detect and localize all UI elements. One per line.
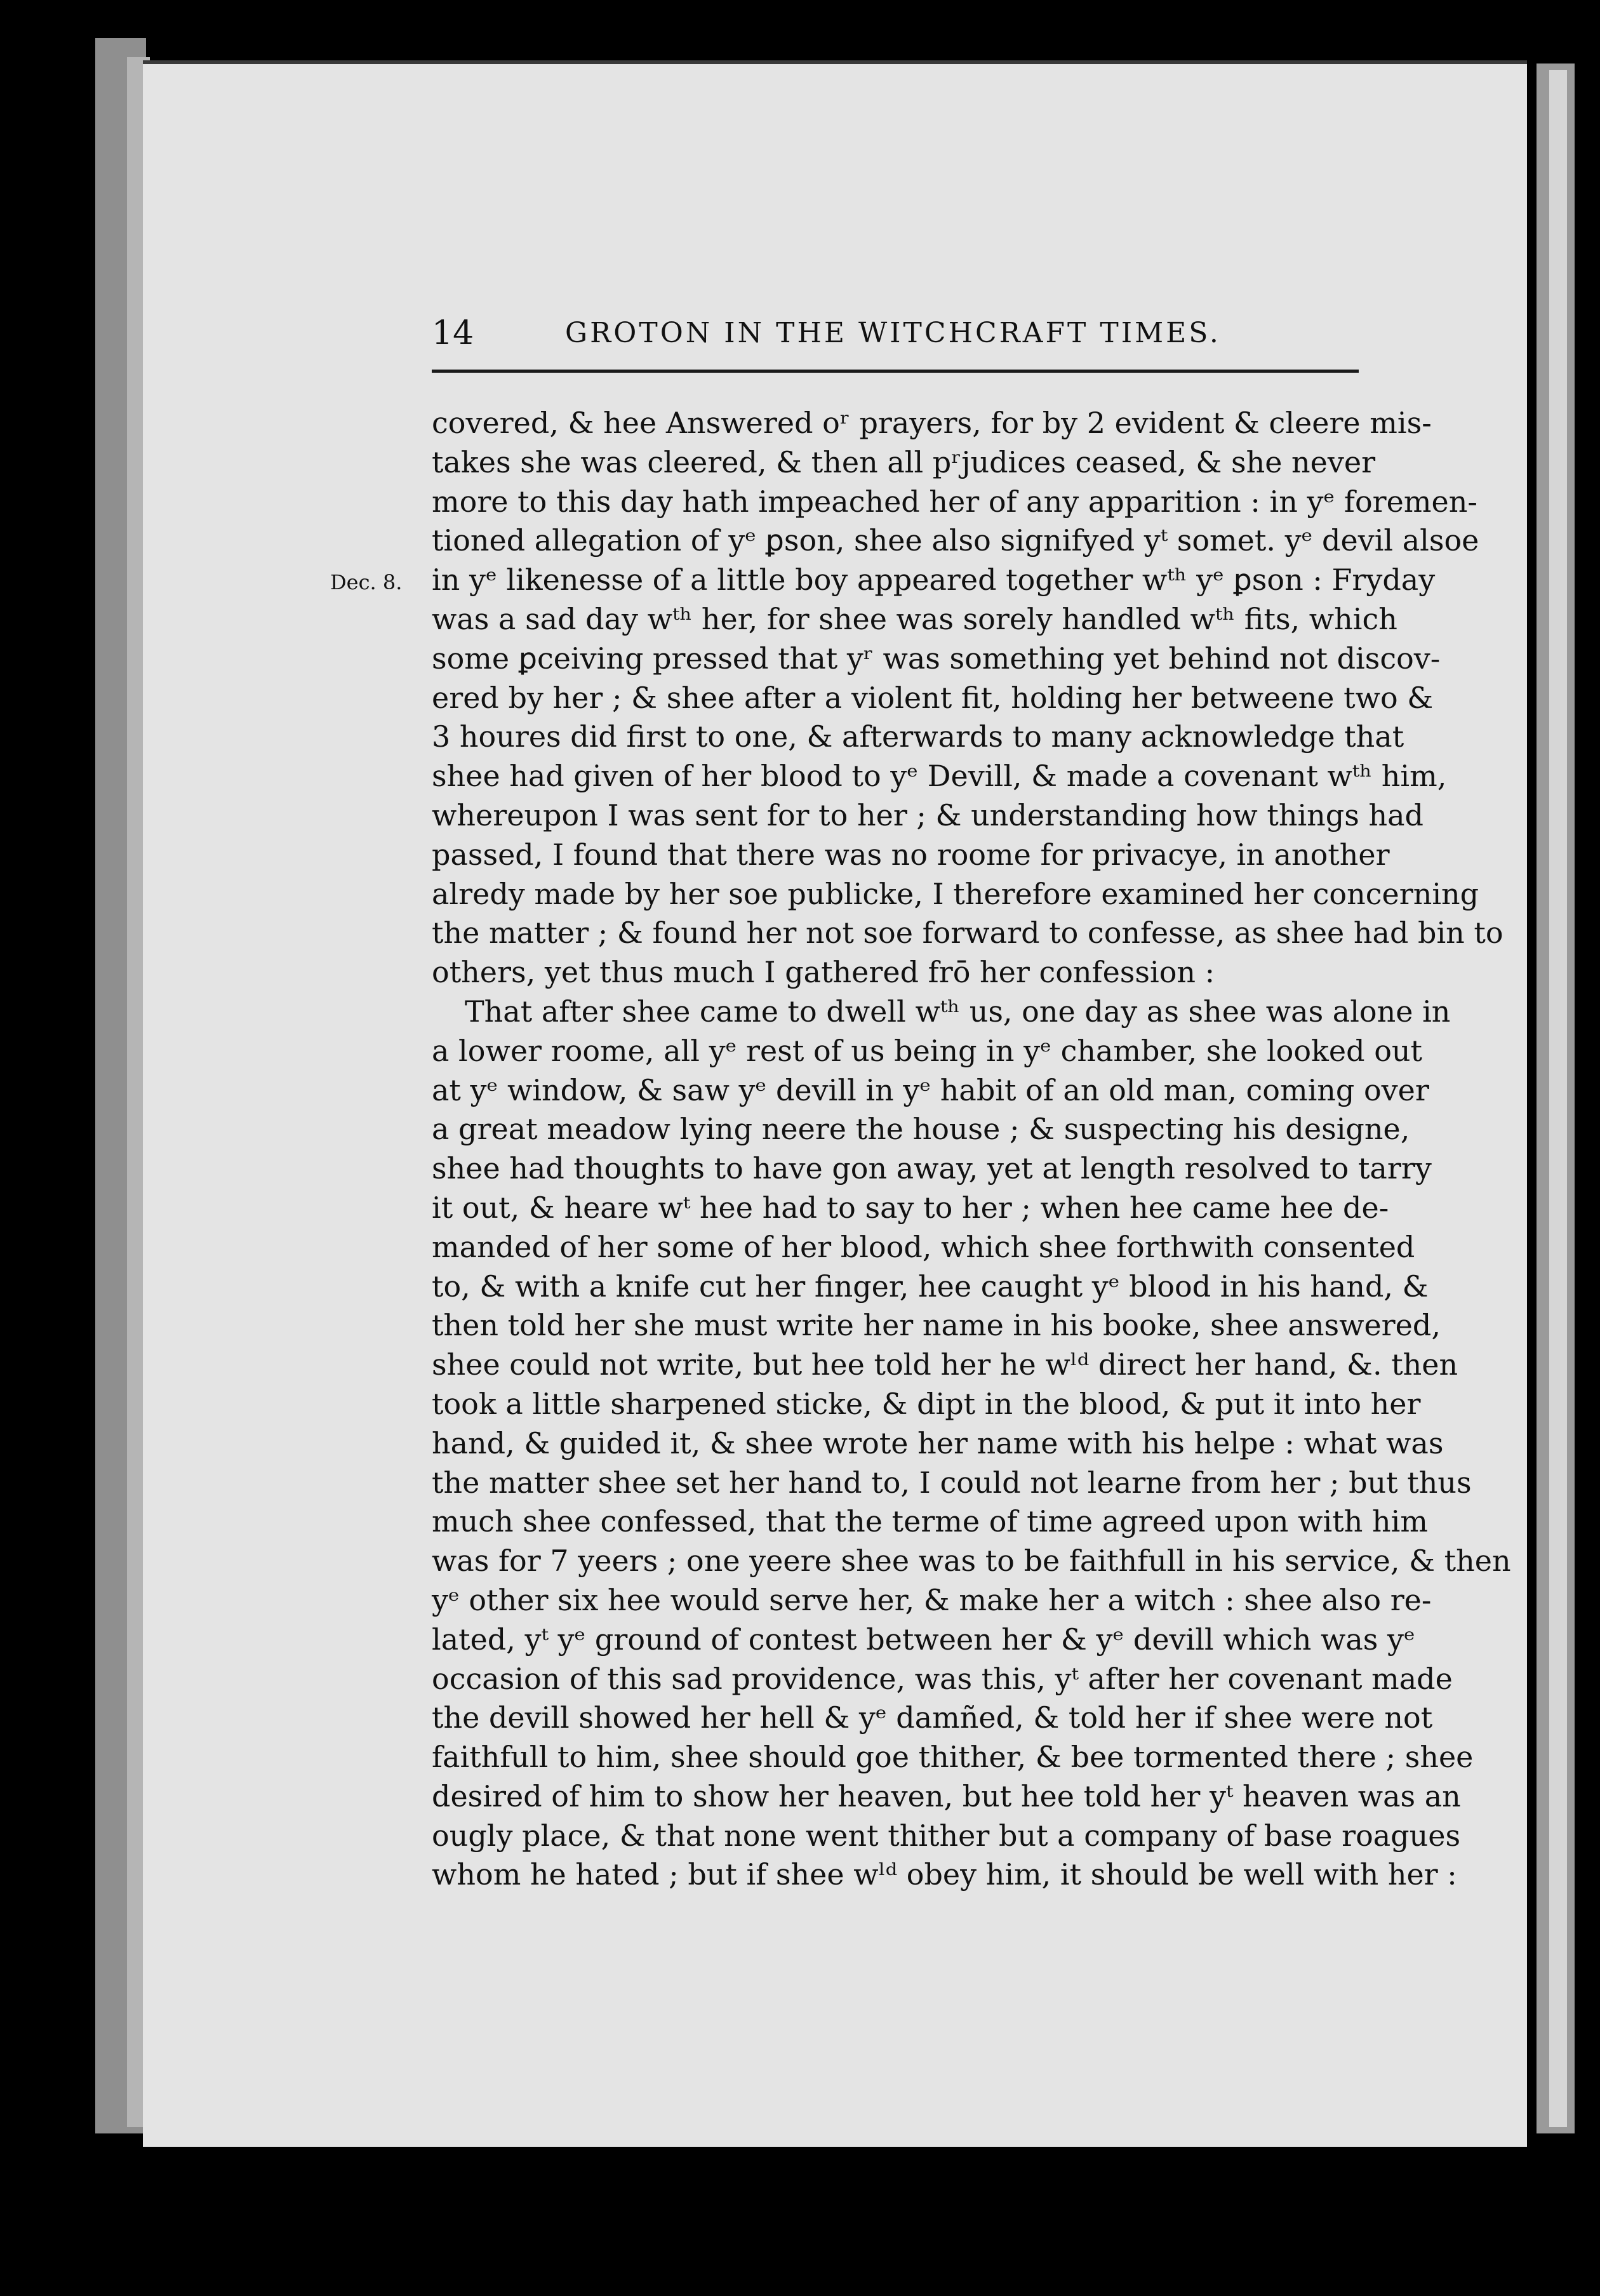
text-line: yᵉ other six hee would serve her, & make her a witch : shee also re- [432, 1582, 1432, 1617]
text-line: desired of him to show her heaven, but hee told her yᵗ heaven was an [432, 1779, 1461, 1813]
text-line: the devill showed her hell & yᵉ damñed, & told her if shee were not [432, 1700, 1433, 1735]
text-line: covered, & hee Answered oʳ prayers, for by 2 evident & cleere mis- [432, 406, 1432, 440]
text-line: some ꝑceiving pressed that yʳ was something yet behind not discov- [432, 641, 1441, 676]
text-line: 3 houres did first to one, & afterwards to many acknowledge that [432, 719, 1404, 754]
text-line: whom he hated ; but if shee wˡᵈ obey him, it should be well with her : [432, 1857, 1457, 1892]
text-line: That after shee came to dwell wᵗʰ us, one day as shee was alone in [465, 994, 1451, 1029]
text-line: in yᵉ likenesse of a little boy appeared together wᵗʰ yᵉ ꝑson : Fryday [432, 563, 1436, 597]
text-line: whereupon I was sent for to her ; & understanding how things had [432, 798, 1423, 832]
text-line: more to this day hath impeached her of any apparition : in yᵉ foremen- [432, 484, 1477, 519]
text-line: manded of her some of her blood, which shee forthwith consented [432, 1229, 1415, 1264]
margin-note-date: Dec. 8. [330, 570, 403, 594]
text-line: much shee confessed, that the terme of time agreed upon with him [432, 1504, 1428, 1539]
text-line: shee could not write, but hee told her he wˡᵈ direct her hand, &. then [432, 1347, 1458, 1382]
text-line: alredy made by her soe publicke, I therefore examined her concerning [432, 876, 1479, 911]
body-text [432, 404, 1511, 1895]
text-line: shee had thoughts to have gon away, yet at length resolved to tarry [432, 1151, 1432, 1186]
page-header [432, 311, 1359, 362]
text-line: a lower roome, all yᵉ rest of us being in yᵉ chamber, she looked out [432, 1033, 1423, 1068]
text-line: took a little sharpened sticke, & dipt in the blood, & put it into her [432, 1386, 1421, 1421]
text-line: passed, I found that there was no roome for privacye, in another [432, 837, 1390, 872]
text-line: at yᵉ window, & saw yᵉ devill in yᵉ habit of an old man, coming over [432, 1072, 1429, 1107]
text-line: the matter shee set her hand to, I could not learne from her ; but thus [432, 1465, 1472, 1500]
running-title: GROTON IN THE WITCHCRAFT TIMES. [565, 317, 1221, 349]
text-line: ered by her ; & shee after a violent fit, holding her betweene two & [432, 680, 1434, 715]
text-line: to, & with a knife cut her finger, hee caught yᵉ blood in his hand, & [432, 1269, 1429, 1304]
text-line: the matter ; & found her not soe forward to confesse, as shee had bin to [432, 916, 1503, 951]
text-line: it out, & heare wᵗ hee had to say to her ; when hee came hee de- [432, 1190, 1389, 1225]
facing-page-edge-inner [1549, 70, 1567, 2127]
text-line: shee had given of her blood to yᵉ Devill, & made a covenant wᵗʰ him, [432, 759, 1447, 794]
text-line: others, yet thus much I gathered frō her confession : [432, 955, 1215, 990]
text-line: takes she was cleered, & then all pʳjudices ceased, & she never [432, 444, 1376, 479]
text-line: was for 7 yeers ; one yeere shee was to be faithfull in his service, & then [432, 1544, 1511, 1578]
header-rule [432, 370, 1359, 373]
text-line: hand, & guided it, & shee wrote her name with his helpe : what was [432, 1425, 1444, 1460]
text-line: lated, yᵗ yᵉ ground of contest between her & yᵉ devill which was yᵉ [432, 1622, 1415, 1657]
text-line: a great meadow lying neere the house ; & suspecting his designe, [432, 1112, 1410, 1147]
text-line: ougly place, & that none went thither but a company of base roagues [432, 1818, 1461, 1853]
text-line: occasion of this sad providence, was this, yᵗ after her covenant made [432, 1661, 1453, 1696]
text-line: then told her she must write her name in his booke, shee answered, [432, 1308, 1441, 1343]
text-line: faithfull to him, shee should goe thither, & bee tormented there ; shee [432, 1740, 1474, 1775]
text-line: was a sad day wᵗʰ her, for shee was sorely handled wᵗʰ fits, which [432, 601, 1397, 636]
text-line: tioned allegation of yᵉ ꝑson, shee also signifyed yᵗ somet. yᵉ devil alsoe [432, 523, 1479, 558]
page-number: 14 [432, 314, 474, 352]
